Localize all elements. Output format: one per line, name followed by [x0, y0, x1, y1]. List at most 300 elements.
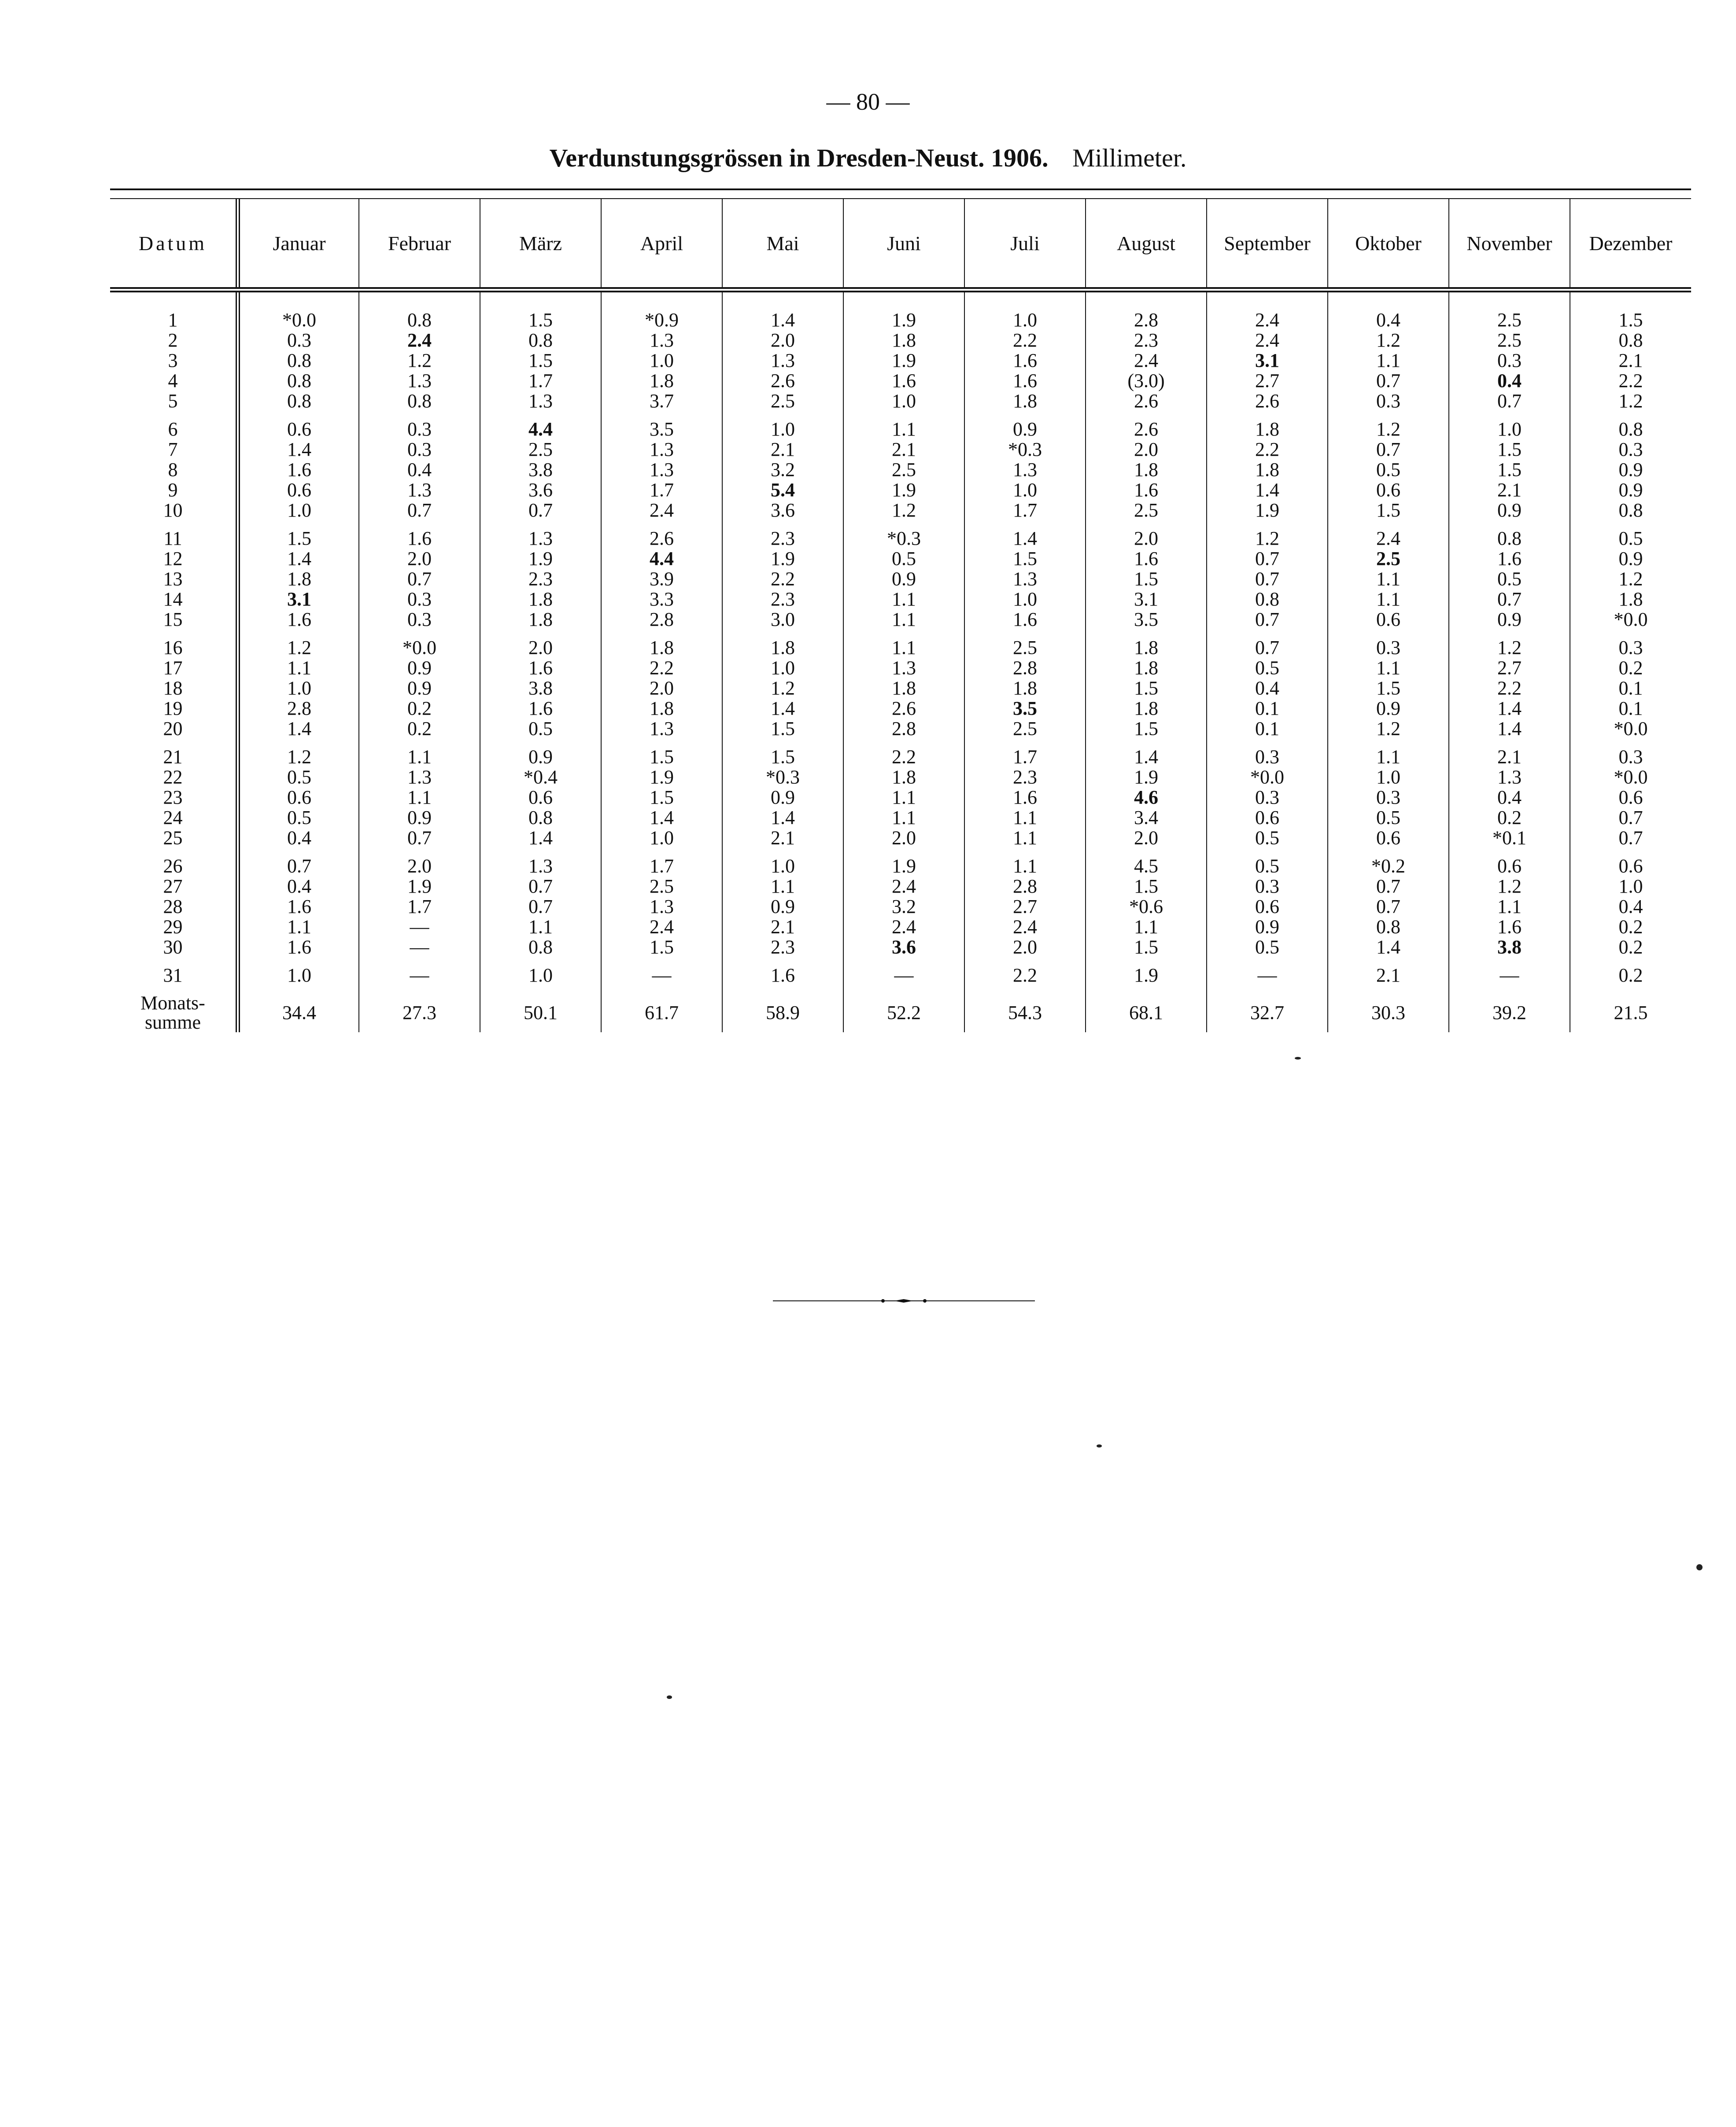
value-cell: 2.0 [1086, 828, 1207, 848]
value-cell: 2.7 [1449, 658, 1570, 678]
value-cell: 1.1 [1328, 658, 1449, 678]
value-cell: 3.4 [1086, 808, 1207, 828]
value-cell: 0.7 [238, 856, 359, 876]
value-cell: 1.2 [359, 351, 480, 371]
value-cell: 0.8 [480, 937, 601, 957]
value-cell: 1.8 [1086, 698, 1207, 719]
value-cell: 2.5 [1449, 330, 1570, 351]
value-cell: 1.2 [1570, 391, 1691, 411]
value-cell: 0.6 [1328, 828, 1449, 848]
value-cell: 2.8 [238, 698, 359, 719]
sum-row [110, 986, 1691, 1032]
value-cell: 1.8 [480, 589, 601, 609]
day-number: 28 [163, 896, 183, 917]
value-cell: 1.6 [480, 698, 601, 719]
title-prefix: Verdunstungsgrössen in [549, 144, 811, 172]
ink-speck [1097, 1444, 1102, 1448]
value-cell: 1.5 [601, 747, 722, 767]
value-cell: 1.1 [843, 589, 964, 609]
value-cell: 2.6 [1086, 391, 1207, 411]
value-cell: 0.3 [1570, 638, 1691, 658]
value-cell: 1.1 [238, 917, 359, 937]
value-cell: 0.7 [1449, 391, 1570, 411]
value-cell: 0.7 [1570, 808, 1691, 828]
value-cell: 0.5 [1570, 528, 1691, 549]
value-cell: 2.4 [1086, 351, 1207, 371]
value-cell: 2.1 [722, 828, 843, 848]
value-cell: 2.1 [722, 917, 843, 937]
value-cell: 1.0 [1449, 419, 1570, 439]
value-cell: 0.3 [238, 330, 359, 351]
header-month: Dezember [1570, 199, 1691, 290]
value-cell: 1.2 [1207, 528, 1328, 549]
value-cell: 0.8 [238, 371, 359, 391]
value-cell: 0.2 [359, 698, 480, 719]
value-cell: 1.6 [359, 528, 480, 549]
day-number: 7 [168, 439, 178, 460]
value-cell: 1.7 [480, 371, 601, 391]
bold-value: 3.5 [1013, 698, 1037, 719]
value-cell: 0.7 [359, 569, 480, 589]
value-cell: 0.6 [480, 787, 601, 808]
value-cell: 3.1 [1086, 589, 1207, 609]
value-cell: 1.5 [1570, 290, 1691, 330]
value-cell: 2.8 [964, 876, 1086, 897]
table-body [110, 290, 1691, 1032]
value-cell: *0.0 [1207, 767, 1328, 787]
value-cell: 1.4 [722, 698, 843, 719]
value-cell: (3.0) [1086, 371, 1207, 391]
sum-cell: 68.1 [1086, 986, 1207, 1032]
value-cell: 0.6 [1328, 609, 1449, 630]
value-cell: 2.2 [1449, 678, 1570, 698]
value-cell: 2.1 [1570, 351, 1691, 371]
value-cell: 2.4 [843, 917, 964, 937]
value-cell: 0.7 [480, 897, 601, 917]
day-number: 27 [163, 875, 183, 897]
value-cell: 2.4 [1328, 528, 1449, 549]
value-cell: 1.6 [843, 371, 964, 391]
value-cell: — [359, 965, 480, 986]
value-cell: 3.2 [722, 460, 843, 480]
value-cell: 0.9 [359, 678, 480, 698]
day-number: 8 [168, 459, 178, 480]
value-cell: 2.1 [1449, 747, 1570, 767]
value-cell: *0.2 [1328, 856, 1449, 876]
value-cell: 1.9 [1086, 767, 1207, 787]
value-cell: — [843, 965, 964, 986]
value-cell: 1.9 [843, 290, 964, 330]
header-month: Januar [238, 199, 359, 290]
value-cell: 2.5 [480, 439, 601, 460]
value-cell: 1.8 [1086, 638, 1207, 658]
table-row [110, 609, 1691, 630]
value-cell: 2.0 [722, 330, 843, 351]
value-cell: *0.0 [1570, 719, 1691, 739]
value-cell: *0.6 [1086, 897, 1207, 917]
value-cell: 1.7 [359, 897, 480, 917]
value-cell: 0.5 [1207, 828, 1328, 848]
sum-cell: 30.3 [1328, 986, 1449, 1032]
value-cell [964, 698, 1086, 719]
value-cell: 1.6 [964, 609, 1086, 630]
value-cell: 1.5 [722, 747, 843, 767]
sum-cell: 39.2 [1449, 986, 1570, 1032]
value-cell: 1.6 [1449, 549, 1570, 569]
value-cell [1086, 787, 1207, 808]
value-cell: 2.0 [1086, 528, 1207, 549]
value-cell [1328, 549, 1449, 569]
value-cell: 1.5 [238, 528, 359, 549]
header-month: Mai [722, 199, 843, 290]
value-cell: 2.0 [964, 937, 1086, 957]
value-cell: 0.5 [1328, 808, 1449, 828]
value-cell: 3.6 [722, 500, 843, 521]
value-cell: *0.0 [1570, 609, 1691, 630]
value-cell: 1.0 [480, 965, 601, 986]
value-cell: 0.3 [1207, 747, 1328, 767]
header-month: April [601, 199, 722, 290]
value-cell: 1.0 [964, 290, 1086, 330]
value-cell: *0.9 [601, 290, 722, 330]
value-cell: 0.7 [1449, 589, 1570, 609]
value-cell: 1.1 [1086, 917, 1207, 937]
header-row [110, 199, 1691, 290]
value-cell [480, 419, 601, 439]
value-cell: 1.9 [601, 767, 722, 787]
value-cell: 0.4 [1570, 897, 1691, 917]
value-cell: 1.2 [1449, 876, 1570, 897]
value-cell: 1.8 [722, 638, 843, 658]
value-cell: 2.3 [1086, 330, 1207, 351]
value-cell: 0.6 [238, 419, 359, 439]
value-cell: 1.6 [238, 937, 359, 957]
value-cell: 0.5 [1207, 856, 1328, 876]
value-cell: 2.2 [1570, 371, 1691, 391]
value-cell: 1.1 [964, 828, 1086, 848]
sum-cell: 61.7 [601, 986, 722, 1032]
value-cell: 2.6 [1207, 391, 1328, 411]
value-cell: 0.9 [1570, 460, 1691, 480]
value-cell: 3.5 [601, 419, 722, 439]
table-row [110, 638, 1691, 658]
value-cell: 1.5 [964, 549, 1086, 569]
value-cell: 0.9 [722, 897, 843, 917]
value-cell: 2.4 [964, 917, 1086, 937]
value-cell: 2.4 [843, 876, 964, 897]
value-cell: 0.6 [1207, 808, 1328, 828]
value-cell: 0.9 [843, 569, 964, 589]
day-number: 26 [163, 855, 183, 877]
value-cell: 0.8 [1570, 330, 1691, 351]
value-cell: 2.2 [964, 330, 1086, 351]
value-cell [843, 937, 964, 957]
value-cell: 0.4 [1207, 678, 1328, 698]
day-number: 9 [168, 479, 178, 501]
table-row [110, 658, 1691, 678]
value-cell: 2.4 [601, 917, 722, 937]
value-cell: 2.2 [843, 747, 964, 767]
value-cell: 1.3 [359, 480, 480, 500]
value-cell: 1.8 [843, 330, 964, 351]
value-cell: 1.8 [843, 678, 964, 698]
day-number: 17 [163, 657, 183, 679]
value-cell: 1.8 [1086, 658, 1207, 678]
value-cell: 1.1 [480, 917, 601, 937]
table-row [110, 719, 1691, 739]
value-cell: 1.6 [238, 460, 359, 480]
value-cell: 1.3 [722, 351, 843, 371]
value-cell: 1.8 [964, 391, 1086, 411]
value-cell: 0.7 [1207, 638, 1328, 658]
value-cell: 1.5 [1086, 678, 1207, 698]
value-cell: 1.9 [359, 876, 480, 897]
value-cell: 1.6 [238, 609, 359, 630]
value-cell: 0.9 [480, 747, 601, 767]
value-cell: 0.4 [1449, 787, 1570, 808]
value-cell: 0.5 [480, 719, 601, 739]
value-cell: 1.3 [601, 460, 722, 480]
value-cell: 0.7 [1207, 549, 1328, 569]
value-cell: 3.2 [843, 897, 964, 917]
value-cell: 1.2 [843, 500, 964, 521]
value-cell: 2.5 [964, 719, 1086, 739]
value-cell: 1.3 [601, 439, 722, 460]
sum-label [110, 986, 238, 1032]
value-cell: 0.8 [359, 391, 480, 411]
value-cell: 1.0 [1570, 876, 1691, 897]
value-cell: 0.5 [1449, 569, 1570, 589]
value-cell: 2.2 [722, 569, 843, 589]
value-cell: 1.7 [964, 747, 1086, 767]
value-cell: *0.0 [1570, 767, 1691, 787]
value-cell: *0.1 [1449, 828, 1570, 848]
value-cell: 1.1 [238, 658, 359, 678]
value-cell: 1.8 [601, 371, 722, 391]
value-cell: 3.3 [601, 589, 722, 609]
value-cell: 2.3 [964, 767, 1086, 787]
value-cell: 1.1 [722, 876, 843, 897]
day-number: 19 [163, 698, 183, 719]
value-cell: 1.1 [1328, 351, 1449, 371]
value-cell [359, 330, 480, 351]
value-cell: 1.8 [1207, 460, 1328, 480]
value-cell: 2.6 [722, 371, 843, 391]
value-cell: 0.2 [1570, 965, 1691, 986]
sum-cell: 52.2 [843, 986, 964, 1032]
value-cell: 0.9 [1207, 917, 1328, 937]
value-cell: 0.8 [1570, 419, 1691, 439]
value-cell: 2.5 [601, 876, 722, 897]
value-cell: 1.4 [238, 719, 359, 739]
value-cell: 3.6 [480, 480, 601, 500]
value-cell: 1.9 [480, 549, 601, 569]
value-cell: 0.6 [1207, 897, 1328, 917]
value-cell: 1.1 [1328, 747, 1449, 767]
value-cell: 1.0 [238, 678, 359, 698]
value-cell: 2.8 [964, 658, 1086, 678]
bold-value: 3.1 [287, 588, 311, 610]
value-cell [722, 480, 843, 500]
value-cell: 1.2 [1570, 569, 1691, 589]
value-cell: 1.3 [964, 460, 1086, 480]
value-cell: 2.5 [843, 460, 964, 480]
header-month: Oktober [1328, 199, 1449, 290]
sum-cell: 34.4 [238, 986, 359, 1032]
value-cell: 0.9 [359, 808, 480, 828]
day-number: 10 [163, 499, 183, 521]
value-cell: 1.0 [722, 856, 843, 876]
value-cell: 1.6 [1086, 549, 1207, 569]
sum-cell: 58.9 [722, 986, 843, 1032]
bold-value: 3.1 [1255, 350, 1279, 371]
value-cell: 0.6 [238, 480, 359, 500]
value-cell: 1.9 [843, 351, 964, 371]
table-title [0, 143, 1736, 173]
value-cell: 1.4 [238, 439, 359, 460]
value-cell: 0.7 [1328, 876, 1449, 897]
value-cell: 2.5 [722, 391, 843, 411]
value-cell: *0.0 [238, 290, 359, 330]
table-row [110, 569, 1691, 589]
value-cell: 1.8 [601, 698, 722, 719]
value-cell: 2.0 [359, 549, 480, 569]
day-number: 2 [168, 329, 178, 351]
top-double-rule [110, 188, 1691, 199]
value-cell: 1.5 [601, 787, 722, 808]
header-month: September [1207, 199, 1328, 290]
value-cell: 1.1 [843, 609, 964, 630]
table-row [110, 808, 1691, 828]
value-cell: 0.5 [843, 549, 964, 569]
value-cell: 1.3 [359, 767, 480, 787]
value-cell: 1.8 [601, 638, 722, 658]
value-cell: 1.5 [1449, 460, 1570, 480]
value-cell: 1.4 [964, 528, 1086, 549]
table-row [110, 589, 1691, 609]
table-row [110, 937, 1691, 957]
value-cell: 0.8 [238, 351, 359, 371]
value-cell: 0.9 [1449, 609, 1570, 630]
value-cell: 1.3 [964, 569, 1086, 589]
value-cell: 2.5 [964, 638, 1086, 658]
day-number: 30 [163, 936, 183, 958]
value-cell: 4.5 [1086, 856, 1207, 876]
value-cell: 1.0 [964, 480, 1086, 500]
value-cell: 1.1 [1328, 569, 1449, 589]
value-cell: 0.3 [1328, 391, 1449, 411]
table-row [110, 856, 1691, 876]
value-cell: 0.6 [1328, 480, 1449, 500]
day-number: 24 [163, 807, 183, 828]
day-number: 4 [168, 370, 178, 391]
value-cell: 1.6 [238, 897, 359, 917]
day-number: 11 [163, 528, 182, 549]
value-cell [238, 589, 359, 609]
value-cell: 1.1 [843, 638, 964, 658]
value-cell: 1.2 [1328, 719, 1449, 739]
value-cell: 2.3 [722, 528, 843, 549]
value-cell: 2.4 [1207, 290, 1328, 330]
table-row [110, 351, 1691, 371]
value-cell: *0.3 [843, 528, 964, 549]
value-cell: 1.5 [1086, 937, 1207, 957]
value-cell: 0.5 [1207, 937, 1328, 957]
table-row [110, 330, 1691, 351]
ink-speck [667, 1695, 672, 1699]
bold-value: 4.4 [650, 548, 674, 569]
value-cell: 1.3 [601, 330, 722, 351]
value-cell: 1.1 [359, 747, 480, 767]
table-row [110, 391, 1691, 411]
value-cell: *0.3 [722, 767, 843, 787]
sum-cell: 21.5 [1570, 986, 1691, 1032]
value-cell: 1.7 [601, 856, 722, 876]
value-cell: *0.3 [964, 439, 1086, 460]
sum-cell: 27.3 [359, 986, 480, 1032]
value-cell: *0.0 [359, 638, 480, 658]
value-cell: 1.1 [843, 419, 964, 439]
evaporation-table-container [110, 199, 1691, 1032]
value-cell: 1.8 [1570, 589, 1691, 609]
bold-value: 2.4 [407, 329, 432, 351]
value-cell: — [1449, 965, 1570, 986]
value-cell: 1.6 [964, 351, 1086, 371]
value-cell: 1.2 [1328, 330, 1449, 351]
value-cell: 0.5 [1207, 658, 1328, 678]
value-cell: 1.3 [480, 856, 601, 876]
day-number: 14 [163, 588, 183, 610]
day-number: 23 [163, 787, 183, 808]
value-cell: 1.9 [1207, 500, 1328, 521]
value-cell: 0.8 [1207, 589, 1328, 609]
value-cell: 1.5 [1328, 500, 1449, 521]
value-cell: 1.2 [238, 638, 359, 658]
bold-value: 5.4 [771, 479, 795, 501]
value-cell: 1.8 [480, 609, 601, 630]
value-cell: 1.2 [1328, 419, 1449, 439]
value-cell: 0.7 [359, 828, 480, 848]
value-cell: 3.0 [722, 609, 843, 630]
title-year: 1906. [990, 144, 1049, 172]
day-number: 16 [163, 637, 183, 658]
value-cell: 2.0 [480, 638, 601, 658]
value-cell: 2.3 [722, 937, 843, 957]
value-cell: 1.4 [480, 828, 601, 848]
value-cell: 0.2 [359, 719, 480, 739]
table-row [110, 549, 1691, 569]
value-cell: 1.9 [1086, 965, 1207, 986]
value-cell: 0.7 [480, 876, 601, 897]
day-number: 29 [163, 916, 183, 938]
day-number: 21 [163, 746, 183, 768]
sum-cell: 54.3 [964, 986, 1086, 1032]
header-month: August [1086, 199, 1207, 290]
table-row [110, 480, 1691, 500]
day-number: 15 [163, 609, 183, 630]
value-cell: 0.6 [238, 787, 359, 808]
value-cell: *0.4 [480, 767, 601, 787]
value-cell: 1.3 [601, 897, 722, 917]
value-cell: 1.3 [601, 719, 722, 739]
value-cell: 2.7 [1207, 371, 1328, 391]
ink-speck [1295, 1057, 1301, 1060]
sum-label-line: summe [144, 1012, 201, 1033]
value-cell: 2.5 [1449, 290, 1570, 330]
value-cell: 2.1 [1449, 480, 1570, 500]
bold-value: 2.5 [1376, 548, 1400, 569]
value-cell: 2.0 [359, 856, 480, 876]
